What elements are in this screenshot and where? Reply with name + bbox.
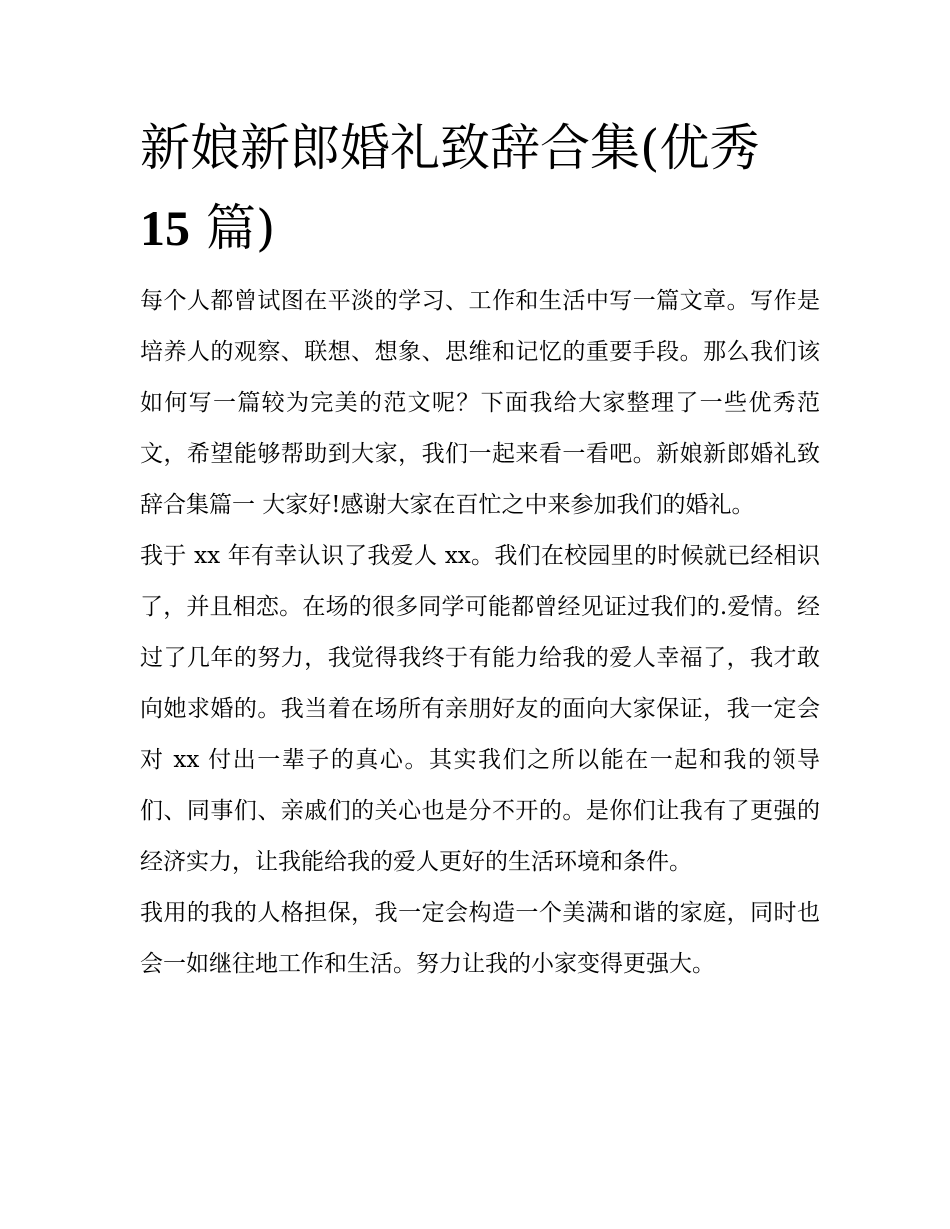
title-number: 15 [140,200,190,256]
title-text-part1: 新娘新郎婚礼致辞合集(优秀 [140,119,760,177]
paragraph-promise: 我用的我的人格担保，我一定会构造一个美满和谐的家庭，同时也会一如继往地工作和生活。努力让我的小家变得更强大。 [140,900,820,977]
paragraph-story: 我于 xx 年有幸认识了我爱人 xx。我们在校园里的时候就已经相识了，并且相恋。在场的很多同学可能都曾经见证过我们的.爱情。经过了几年的努力，我觉得我终于有能力给我的爱人幸福了，我才敢向她求婚的。我当着在场所有亲朋好友的面向大家保证，我一定会对 xx 付出一辈子的真心。其实我们之所以能在一起和我的领导们、同事们、亲戚们的关心也是分不开的。是你们让我有了更强的经济实力，让我能给我的爱人更好的生活环境和条件。 [140,543,820,875]
paragraph-intro: 每个人都曾试图在平淡的学习、工作和生活中写一篇文章。写作是培养人的观察、联想、想象、思维和记忆的重要手段。那么我们该如何写一篇较为完美的范文呢？下面我给大家整理了一些优秀范文，希望能够帮助到大家，我们一起来看一看吧。新娘新郎婚礼致辞合集篇一 大家好!感谢大家在百忙之中来参加我们的婚礼。 [140,288,820,518]
title-text-part2: 篇) [190,199,276,257]
document-body [140,276,820,990]
document-title [140,108,820,268]
